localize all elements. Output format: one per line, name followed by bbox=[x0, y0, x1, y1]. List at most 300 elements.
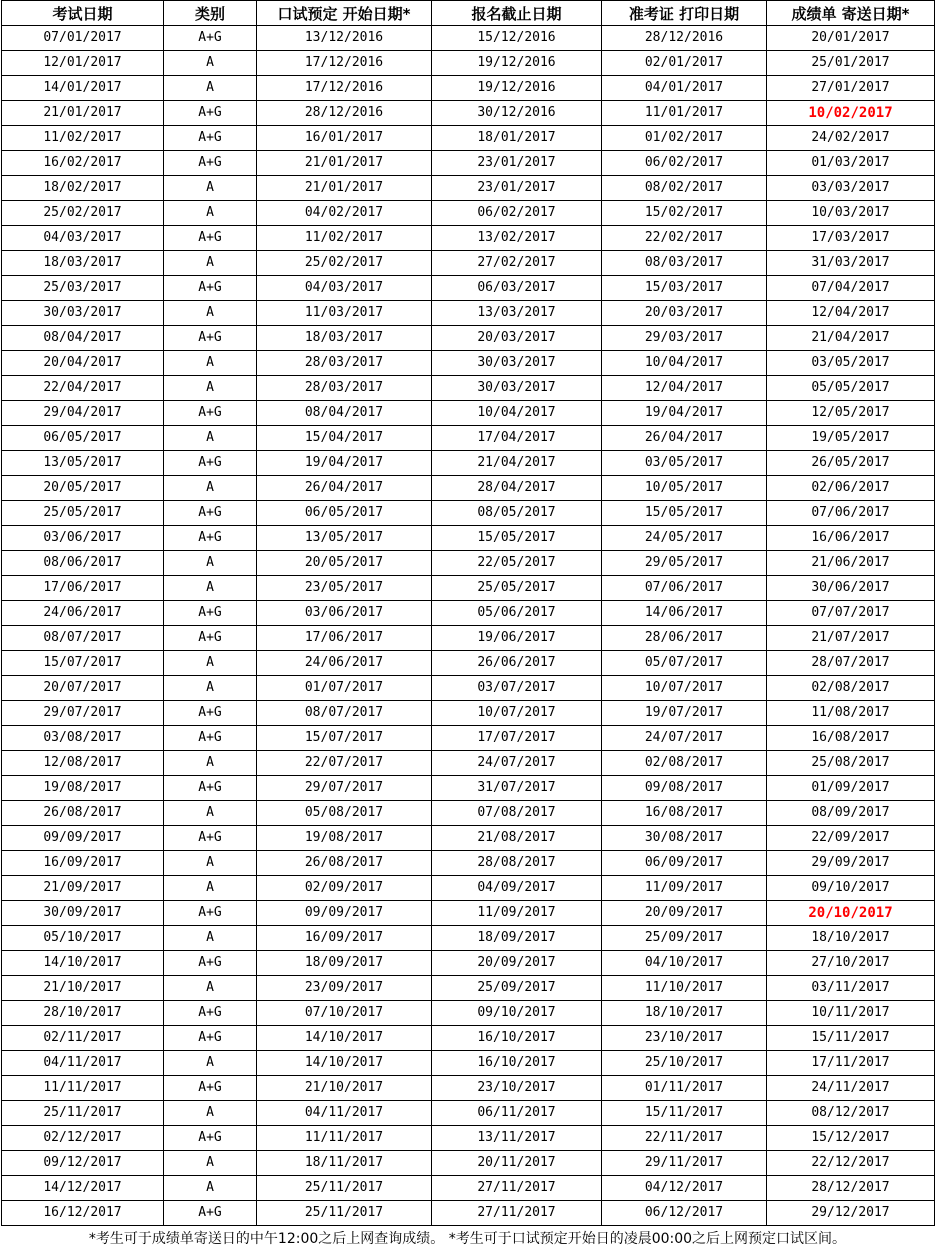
category-cell: A+G bbox=[164, 276, 257, 301]
category-cell: A bbox=[164, 376, 257, 401]
table-row bbox=[2, 901, 935, 926]
result-mailing-date-cell: 21/04/2017 bbox=[767, 326, 935, 351]
registration-deadline-cell: 09/10/2017 bbox=[432, 1001, 602, 1026]
table-row bbox=[2, 101, 935, 126]
exam-date-cell: 09/12/2017 bbox=[2, 1151, 164, 1176]
registration-deadline-cell: 10/04/2017 bbox=[432, 401, 602, 426]
category-cell: A+G bbox=[164, 826, 257, 851]
registration-deadline-cell: 28/04/2017 bbox=[432, 476, 602, 501]
result-mailing-date-cell: 19/05/2017 bbox=[767, 426, 935, 451]
ticket-print-date-cell: 03/05/2017 bbox=[602, 451, 767, 476]
registration-deadline-cell: 06/11/2017 bbox=[432, 1101, 602, 1126]
result-mailing-date-cell: 20/01/2017 bbox=[767, 26, 935, 51]
ticket-print-date-cell: 25/10/2017 bbox=[602, 1051, 767, 1076]
table-row bbox=[2, 251, 935, 276]
category-cell: A bbox=[164, 876, 257, 901]
ticket-print-date-cell: 10/04/2017 bbox=[602, 351, 767, 376]
category-cell: A bbox=[164, 1151, 257, 1176]
category-cell: A+G bbox=[164, 501, 257, 526]
table-row bbox=[2, 976, 935, 1001]
ticket-print-date-cell: 08/03/2017 bbox=[602, 251, 767, 276]
result-mailing-date-cell: 03/11/2017 bbox=[767, 976, 935, 1001]
result-mailing-date-cell: 25/08/2017 bbox=[767, 751, 935, 776]
ticket-print-date-cell: 14/06/2017 bbox=[602, 601, 767, 626]
ticket-print-date-cell: 29/05/2017 bbox=[602, 551, 767, 576]
speaking-booking-start-cell: 09/09/2017 bbox=[257, 901, 432, 926]
result-mailing-date-cell: 12/05/2017 bbox=[767, 401, 935, 426]
registration-deadline-cell: 30/03/2017 bbox=[432, 351, 602, 376]
speaking-booking-start-cell: 08/07/2017 bbox=[257, 701, 432, 726]
speaking-booking-start-cell: 02/09/2017 bbox=[257, 876, 432, 901]
table-row bbox=[2, 1151, 935, 1176]
header-category: 类别 bbox=[164, 1, 257, 26]
category-cell: A bbox=[164, 651, 257, 676]
header-exam-date: 考试日期 bbox=[2, 1, 164, 26]
registration-deadline-cell: 31/07/2017 bbox=[432, 776, 602, 801]
speaking-booking-start-cell: 17/12/2016 bbox=[257, 76, 432, 101]
exam-date-cell: 08/07/2017 bbox=[2, 626, 164, 651]
table-row bbox=[2, 401, 935, 426]
exam-date-cell: 21/01/2017 bbox=[2, 101, 164, 126]
ticket-print-date-cell: 26/04/2017 bbox=[602, 426, 767, 451]
speaking-booking-start-cell: 14/10/2017 bbox=[257, 1051, 432, 1076]
category-cell: A+G bbox=[164, 401, 257, 426]
header-registration-deadline: 报名截止日期 bbox=[432, 1, 602, 26]
registration-deadline-cell: 30/03/2017 bbox=[432, 376, 602, 401]
speaking-booking-start-cell: 20/05/2017 bbox=[257, 551, 432, 576]
exam-date-cell: 16/12/2017 bbox=[2, 1201, 164, 1226]
ticket-print-date-cell: 11/01/2017 bbox=[602, 101, 767, 126]
ticket-print-date-cell: 02/08/2017 bbox=[602, 751, 767, 776]
result-mailing-date-cell: 29/12/2017 bbox=[767, 1201, 935, 1226]
exam-date-cell: 26/08/2017 bbox=[2, 801, 164, 826]
result-mailing-date-cell: 10/02/2017 bbox=[767, 101, 935, 126]
exam-schedule-table bbox=[1, 0, 935, 1226]
ticket-print-date-cell: 28/12/2016 bbox=[602, 26, 767, 51]
registration-deadline-cell: 03/07/2017 bbox=[432, 676, 602, 701]
category-cell: A bbox=[164, 351, 257, 376]
exam-date-cell: 15/07/2017 bbox=[2, 651, 164, 676]
registration-deadline-cell: 11/09/2017 bbox=[432, 901, 602, 926]
category-cell: A bbox=[164, 926, 257, 951]
result-mailing-date-cell: 01/03/2017 bbox=[767, 151, 935, 176]
table-row bbox=[2, 1101, 935, 1126]
registration-deadline-cell: 23/01/2017 bbox=[432, 151, 602, 176]
category-cell: A+G bbox=[164, 701, 257, 726]
speaking-booking-start-cell: 11/02/2017 bbox=[257, 226, 432, 251]
exam-date-cell: 03/06/2017 bbox=[2, 526, 164, 551]
registration-deadline-cell: 27/11/2017 bbox=[432, 1176, 602, 1201]
ticket-print-date-cell: 15/05/2017 bbox=[602, 501, 767, 526]
exam-date-cell: 04/11/2017 bbox=[2, 1051, 164, 1076]
exam-date-cell: 25/11/2017 bbox=[2, 1101, 164, 1126]
exam-date-cell: 19/08/2017 bbox=[2, 776, 164, 801]
result-mailing-date-cell: 15/11/2017 bbox=[767, 1026, 935, 1051]
ticket-print-date-cell: 23/10/2017 bbox=[602, 1026, 767, 1051]
ticket-print-date-cell: 01/02/2017 bbox=[602, 126, 767, 151]
speaking-booking-start-cell: 01/07/2017 bbox=[257, 676, 432, 701]
exam-date-cell: 16/02/2017 bbox=[2, 151, 164, 176]
table-row bbox=[2, 551, 935, 576]
category-cell: A bbox=[164, 851, 257, 876]
speaking-booking-start-cell: 23/09/2017 bbox=[257, 976, 432, 1001]
result-mailing-date-cell: 21/06/2017 bbox=[767, 551, 935, 576]
ticket-print-date-cell: 15/02/2017 bbox=[602, 201, 767, 226]
table-row bbox=[2, 326, 935, 351]
table-row bbox=[2, 601, 935, 626]
registration-deadline-cell: 21/08/2017 bbox=[432, 826, 602, 851]
footnote: *考生可于成绩单寄送日的中午12:00之后上网查询成绩。 *考生可于口试预定开始日的凌晨00:00之后上网预定口试区间。 bbox=[88, 1231, 847, 1247]
result-mailing-date-cell: 24/02/2017 bbox=[767, 126, 935, 151]
speaking-booking-start-cell: 18/09/2017 bbox=[257, 951, 432, 976]
result-mailing-date-cell: 26/05/2017 bbox=[767, 451, 935, 476]
ticket-print-date-cell: 01/11/2017 bbox=[602, 1076, 767, 1101]
speaking-booking-start-cell: 22/07/2017 bbox=[257, 751, 432, 776]
category-cell: A+G bbox=[164, 951, 257, 976]
registration-deadline-cell: 07/08/2017 bbox=[432, 801, 602, 826]
ticket-print-date-cell: 16/08/2017 bbox=[602, 801, 767, 826]
exam-date-cell: 11/02/2017 bbox=[2, 126, 164, 151]
registration-deadline-cell: 16/10/2017 bbox=[432, 1051, 602, 1076]
category-cell: A+G bbox=[164, 26, 257, 51]
registration-deadline-cell: 05/06/2017 bbox=[432, 601, 602, 626]
ticket-print-date-cell: 05/07/2017 bbox=[602, 651, 767, 676]
result-mailing-date-cell: 09/10/2017 bbox=[767, 876, 935, 901]
registration-deadline-cell: 26/06/2017 bbox=[432, 651, 602, 676]
exam-date-cell: 14/01/2017 bbox=[2, 76, 164, 101]
registration-deadline-cell: 08/05/2017 bbox=[432, 501, 602, 526]
speaking-booking-start-cell: 08/04/2017 bbox=[257, 401, 432, 426]
result-mailing-date-cell: 30/06/2017 bbox=[767, 576, 935, 601]
speaking-booking-start-cell: 26/08/2017 bbox=[257, 851, 432, 876]
category-cell: A bbox=[164, 176, 257, 201]
ticket-print-date-cell: 24/05/2017 bbox=[602, 526, 767, 551]
speaking-booking-start-cell: 13/12/2016 bbox=[257, 26, 432, 51]
category-cell: A+G bbox=[164, 726, 257, 751]
registration-deadline-cell: 27/02/2017 bbox=[432, 251, 602, 276]
result-mailing-date-cell: 22/12/2017 bbox=[767, 1151, 935, 1176]
result-mailing-date-cell: 29/09/2017 bbox=[767, 851, 935, 876]
table-row bbox=[2, 201, 935, 226]
speaking-booking-start-cell: 18/11/2017 bbox=[257, 1151, 432, 1176]
ticket-print-date-cell: 22/02/2017 bbox=[602, 226, 767, 251]
table-row bbox=[2, 301, 935, 326]
exam-date-cell: 28/10/2017 bbox=[2, 1001, 164, 1026]
exam-date-cell: 18/02/2017 bbox=[2, 176, 164, 201]
speaking-booking-start-cell: 11/11/2017 bbox=[257, 1126, 432, 1151]
ticket-print-date-cell: 06/12/2017 bbox=[602, 1201, 767, 1226]
registration-deadline-cell: 06/02/2017 bbox=[432, 201, 602, 226]
result-mailing-date-cell: 02/08/2017 bbox=[767, 676, 935, 701]
ticket-print-date-cell: 02/01/2017 bbox=[602, 51, 767, 76]
header-admission-ticket-print-date: 准考证 打印日期 bbox=[602, 1, 767, 26]
ticket-print-date-cell: 19/07/2017 bbox=[602, 701, 767, 726]
speaking-booking-start-cell: 15/07/2017 bbox=[257, 726, 432, 751]
table-row bbox=[2, 851, 935, 876]
table-row bbox=[2, 376, 935, 401]
speaking-booking-start-cell: 05/08/2017 bbox=[257, 801, 432, 826]
table-row bbox=[2, 526, 935, 551]
ticket-print-date-cell: 29/11/2017 bbox=[602, 1151, 767, 1176]
table-row bbox=[2, 576, 935, 601]
speaking-booking-start-cell: 16/09/2017 bbox=[257, 926, 432, 951]
result-mailing-date-cell: 07/04/2017 bbox=[767, 276, 935, 301]
exam-date-cell: 07/01/2017 bbox=[2, 26, 164, 51]
speaking-booking-start-cell: 25/02/2017 bbox=[257, 251, 432, 276]
speaking-booking-start-cell: 28/03/2017 bbox=[257, 376, 432, 401]
ticket-print-date-cell: 11/10/2017 bbox=[602, 976, 767, 1001]
category-cell: A+G bbox=[164, 126, 257, 151]
result-mailing-date-cell: 12/04/2017 bbox=[767, 301, 935, 326]
exam-date-cell: 08/06/2017 bbox=[2, 551, 164, 576]
registration-deadline-cell: 28/08/2017 bbox=[432, 851, 602, 876]
result-mailing-date-cell: 28/07/2017 bbox=[767, 651, 935, 676]
table-row bbox=[2, 1051, 935, 1076]
category-cell: A+G bbox=[164, 776, 257, 801]
registration-deadline-cell: 15/12/2016 bbox=[432, 26, 602, 51]
header-result-mailing-date: 成绩单 寄送日期* bbox=[767, 1, 935, 26]
table-row bbox=[2, 726, 935, 751]
registration-deadline-cell: 21/04/2017 bbox=[432, 451, 602, 476]
exam-date-cell: 04/03/2017 bbox=[2, 226, 164, 251]
registration-deadline-cell: 20/09/2017 bbox=[432, 951, 602, 976]
category-cell: A bbox=[164, 476, 257, 501]
table-row bbox=[2, 626, 935, 651]
category-cell: A+G bbox=[164, 901, 257, 926]
speaking-booking-start-cell: 25/11/2017 bbox=[257, 1201, 432, 1226]
result-mailing-date-cell: 20/10/2017 bbox=[767, 901, 935, 926]
result-mailing-date-cell: 03/03/2017 bbox=[767, 176, 935, 201]
registration-deadline-cell: 30/12/2016 bbox=[432, 101, 602, 126]
registration-deadline-cell: 22/05/2017 bbox=[432, 551, 602, 576]
category-cell: A+G bbox=[164, 1126, 257, 1151]
category-cell: A bbox=[164, 1176, 257, 1201]
registration-deadline-cell: 20/11/2017 bbox=[432, 1151, 602, 1176]
ticket-print-date-cell: 20/03/2017 bbox=[602, 301, 767, 326]
ticket-print-date-cell: 11/09/2017 bbox=[602, 876, 767, 901]
category-cell: A+G bbox=[164, 226, 257, 251]
result-mailing-date-cell: 17/03/2017 bbox=[767, 226, 935, 251]
speaking-booking-start-cell: 24/06/2017 bbox=[257, 651, 432, 676]
speaking-booking-start-cell: 06/05/2017 bbox=[257, 501, 432, 526]
exam-date-cell: 24/06/2017 bbox=[2, 601, 164, 626]
registration-deadline-cell: 13/03/2017 bbox=[432, 301, 602, 326]
registration-deadline-cell: 19/12/2016 bbox=[432, 76, 602, 101]
category-cell: A bbox=[164, 576, 257, 601]
exam-date-cell: 02/11/2017 bbox=[2, 1026, 164, 1051]
exam-date-cell: 30/09/2017 bbox=[2, 901, 164, 926]
header-row bbox=[2, 1, 935, 26]
table-row bbox=[2, 951, 935, 976]
exam-date-cell: 12/01/2017 bbox=[2, 51, 164, 76]
table-row bbox=[2, 76, 935, 101]
ticket-print-date-cell: 25/09/2017 bbox=[602, 926, 767, 951]
speaking-booking-start-cell: 25/11/2017 bbox=[257, 1176, 432, 1201]
result-mailing-date-cell: 25/01/2017 bbox=[767, 51, 935, 76]
exam-date-cell: 20/05/2017 bbox=[2, 476, 164, 501]
registration-deadline-cell: 10/07/2017 bbox=[432, 701, 602, 726]
table-row bbox=[2, 826, 935, 851]
speaking-booking-start-cell: 26/04/2017 bbox=[257, 476, 432, 501]
result-mailing-date-cell: 22/09/2017 bbox=[767, 826, 935, 851]
result-mailing-date-cell: 07/07/2017 bbox=[767, 601, 935, 626]
table-row bbox=[2, 1176, 935, 1201]
registration-deadline-cell: 20/03/2017 bbox=[432, 326, 602, 351]
table-row bbox=[2, 126, 935, 151]
registration-deadline-cell: 17/04/2017 bbox=[432, 426, 602, 451]
result-mailing-date-cell: 01/09/2017 bbox=[767, 776, 935, 801]
category-cell: A bbox=[164, 751, 257, 776]
ticket-print-date-cell: 29/03/2017 bbox=[602, 326, 767, 351]
speaking-booking-start-cell: 13/05/2017 bbox=[257, 526, 432, 551]
exam-date-cell: 05/10/2017 bbox=[2, 926, 164, 951]
category-cell: A+G bbox=[164, 601, 257, 626]
table-row bbox=[2, 1126, 935, 1151]
registration-deadline-cell: 25/09/2017 bbox=[432, 976, 602, 1001]
result-mailing-date-cell: 05/05/2017 bbox=[767, 376, 935, 401]
table-row bbox=[2, 1026, 935, 1051]
ticket-print-date-cell: 15/11/2017 bbox=[602, 1101, 767, 1126]
exam-date-cell: 13/05/2017 bbox=[2, 451, 164, 476]
table-row bbox=[2, 501, 935, 526]
result-mailing-date-cell: 16/06/2017 bbox=[767, 526, 935, 551]
result-mailing-date-cell: 10/11/2017 bbox=[767, 1001, 935, 1026]
exam-date-cell: 22/04/2017 bbox=[2, 376, 164, 401]
speaking-booking-start-cell: 11/03/2017 bbox=[257, 301, 432, 326]
ticket-print-date-cell: 04/12/2017 bbox=[602, 1176, 767, 1201]
speaking-booking-start-cell: 29/07/2017 bbox=[257, 776, 432, 801]
registration-deadline-cell: 24/07/2017 bbox=[432, 751, 602, 776]
registration-deadline-cell: 17/07/2017 bbox=[432, 726, 602, 751]
table-row bbox=[2, 176, 935, 201]
table-row bbox=[2, 776, 935, 801]
category-cell: A+G bbox=[164, 451, 257, 476]
category-cell: A+G bbox=[164, 1201, 257, 1226]
category-cell: A+G bbox=[164, 626, 257, 651]
registration-deadline-cell: 16/10/2017 bbox=[432, 1026, 602, 1051]
category-cell: A+G bbox=[164, 1026, 257, 1051]
exam-date-cell: 09/09/2017 bbox=[2, 826, 164, 851]
category-cell: A bbox=[164, 976, 257, 1001]
result-mailing-date-cell: 08/09/2017 bbox=[767, 801, 935, 826]
table-row bbox=[2, 451, 935, 476]
category-cell: A+G bbox=[164, 1076, 257, 1101]
registration-deadline-cell: 23/10/2017 bbox=[432, 1076, 602, 1101]
result-mailing-date-cell: 08/12/2017 bbox=[767, 1101, 935, 1126]
table-row bbox=[2, 926, 935, 951]
category-cell: A+G bbox=[164, 151, 257, 176]
exam-date-cell: 25/03/2017 bbox=[2, 276, 164, 301]
speaking-booking-start-cell: 17/12/2016 bbox=[257, 51, 432, 76]
ticket-print-date-cell: 12/04/2017 bbox=[602, 376, 767, 401]
speaking-booking-start-cell: 17/06/2017 bbox=[257, 626, 432, 651]
ticket-print-date-cell: 30/08/2017 bbox=[602, 826, 767, 851]
registration-deadline-cell: 06/03/2017 bbox=[432, 276, 602, 301]
speaking-booking-start-cell: 28/12/2016 bbox=[257, 101, 432, 126]
exam-date-cell: 14/12/2017 bbox=[2, 1176, 164, 1201]
result-mailing-date-cell: 31/03/2017 bbox=[767, 251, 935, 276]
speaking-booking-start-cell: 04/11/2017 bbox=[257, 1101, 432, 1126]
registration-deadline-cell: 18/01/2017 bbox=[432, 126, 602, 151]
table-body bbox=[2, 26, 935, 1226]
exam-date-cell: 20/07/2017 bbox=[2, 676, 164, 701]
exam-date-cell: 08/04/2017 bbox=[2, 326, 164, 351]
exam-date-cell: 20/04/2017 bbox=[2, 351, 164, 376]
exam-date-cell: 17/06/2017 bbox=[2, 576, 164, 601]
result-mailing-date-cell: 21/07/2017 bbox=[767, 626, 935, 651]
speaking-booking-start-cell: 04/03/2017 bbox=[257, 276, 432, 301]
exam-date-cell: 21/09/2017 bbox=[2, 876, 164, 901]
exam-date-cell: 25/02/2017 bbox=[2, 201, 164, 226]
table-row bbox=[2, 651, 935, 676]
result-mailing-date-cell: 17/11/2017 bbox=[767, 1051, 935, 1076]
result-mailing-date-cell: 27/01/2017 bbox=[767, 76, 935, 101]
exam-date-cell: 02/12/2017 bbox=[2, 1126, 164, 1151]
ticket-print-date-cell: 04/01/2017 bbox=[602, 76, 767, 101]
result-mailing-date-cell: 18/10/2017 bbox=[767, 926, 935, 951]
exam-date-cell: 29/07/2017 bbox=[2, 701, 164, 726]
result-mailing-date-cell: 15/12/2017 bbox=[767, 1126, 935, 1151]
category-cell: A+G bbox=[164, 526, 257, 551]
speaking-booking-start-cell: 21/01/2017 bbox=[257, 151, 432, 176]
speaking-booking-start-cell: 03/06/2017 bbox=[257, 601, 432, 626]
speaking-booking-start-cell: 21/10/2017 bbox=[257, 1076, 432, 1101]
result-mailing-date-cell: 03/05/2017 bbox=[767, 351, 935, 376]
category-cell: A bbox=[164, 301, 257, 326]
table-row bbox=[2, 426, 935, 451]
table-row bbox=[2, 276, 935, 301]
ticket-print-date-cell: 09/08/2017 bbox=[602, 776, 767, 801]
speaking-booking-start-cell: 28/03/2017 bbox=[257, 351, 432, 376]
exam-date-cell: 11/11/2017 bbox=[2, 1076, 164, 1101]
table-row bbox=[2, 51, 935, 76]
speaking-booking-start-cell: 23/05/2017 bbox=[257, 576, 432, 601]
speaking-booking-start-cell: 14/10/2017 bbox=[257, 1026, 432, 1051]
exam-date-cell: 03/08/2017 bbox=[2, 726, 164, 751]
table-row bbox=[2, 676, 935, 701]
registration-deadline-cell: 23/01/2017 bbox=[432, 176, 602, 201]
speaking-booking-start-cell: 19/08/2017 bbox=[257, 826, 432, 851]
ticket-print-date-cell: 19/04/2017 bbox=[602, 401, 767, 426]
category-cell: A bbox=[164, 801, 257, 826]
speaking-booking-start-cell: 21/01/2017 bbox=[257, 176, 432, 201]
exam-date-cell: 29/04/2017 bbox=[2, 401, 164, 426]
table-row bbox=[2, 751, 935, 776]
ticket-print-date-cell: 22/11/2017 bbox=[602, 1126, 767, 1151]
table-row bbox=[2, 151, 935, 176]
exam-date-cell: 16/09/2017 bbox=[2, 851, 164, 876]
speaking-booking-start-cell: 15/04/2017 bbox=[257, 426, 432, 451]
ticket-print-date-cell: 15/03/2017 bbox=[602, 276, 767, 301]
speaking-booking-start-cell: 16/01/2017 bbox=[257, 126, 432, 151]
ticket-print-date-cell: 06/09/2017 bbox=[602, 851, 767, 876]
table-row bbox=[2, 1076, 935, 1101]
table-row bbox=[2, 876, 935, 901]
category-cell: A bbox=[164, 51, 257, 76]
result-mailing-date-cell: 27/10/2017 bbox=[767, 951, 935, 976]
category-cell: A+G bbox=[164, 326, 257, 351]
exam-date-cell: 25/05/2017 bbox=[2, 501, 164, 526]
result-mailing-date-cell: 02/06/2017 bbox=[767, 476, 935, 501]
ticket-print-date-cell: 20/09/2017 bbox=[602, 901, 767, 926]
result-mailing-date-cell: 11/08/2017 bbox=[767, 701, 935, 726]
category-cell: A bbox=[164, 676, 257, 701]
speaking-booking-start-cell: 19/04/2017 bbox=[257, 451, 432, 476]
header-speaking-booking-start: 口试预定 开始日期* bbox=[257, 1, 432, 26]
exam-date-cell: 18/03/2017 bbox=[2, 251, 164, 276]
table-row bbox=[2, 801, 935, 826]
category-cell: A bbox=[164, 1051, 257, 1076]
